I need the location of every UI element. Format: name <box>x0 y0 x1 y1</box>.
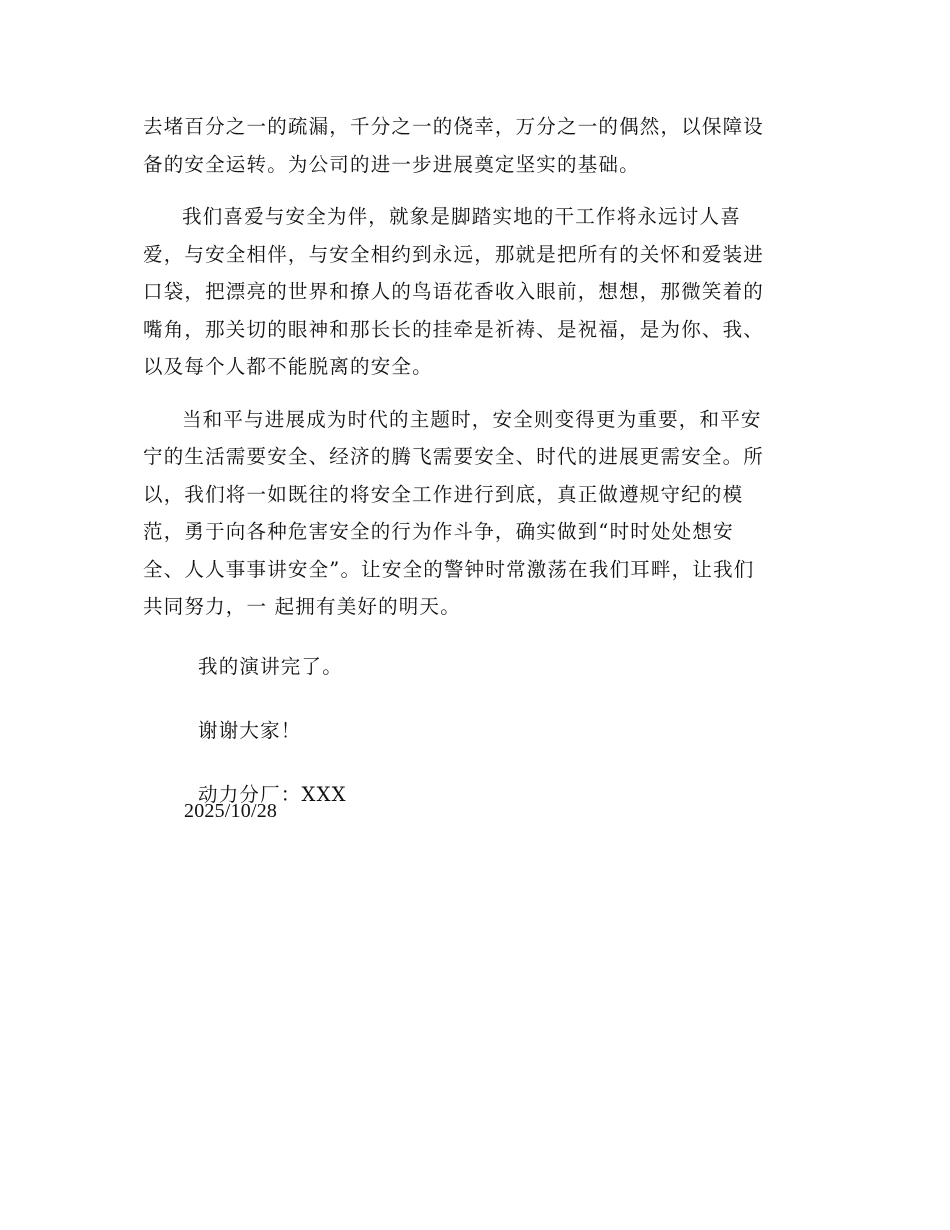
speech-end-line: 我的演讲完了。 <box>198 654 343 678</box>
thanks-line: 谢谢大家！ <box>198 718 302 742</box>
text-line: 当和平与进展成为时代的主题时，安全则变得更为重要，和平安 <box>182 407 762 431</box>
paragraph-safety-companion <box>143 198 808 386</box>
text-line: 备的安全运转。为公司的进一步进展奠定坚实的基础。 <box>143 152 640 176</box>
paragraph-peace-development <box>143 401 808 626</box>
text-line: 口袋，把漂亮的世界和撩人的鸟语花香收入眼前，想想，那微笑着的 <box>143 280 765 303</box>
paragraph-continuation <box>143 108 808 183</box>
text-line: 爱，与安全相伴，与安全相约到永远，那就是把所有的关怀和爱装进 <box>143 242 765 266</box>
text-line: 去堵百分之一的疏漏，千分之一的侥幸，万分之一的偶然，以保障设 <box>143 115 765 138</box>
closing-block <box>143 656 808 806</box>
text-line: 嘴角，那关切的眼神和那长长的挂牵是祈祷、是祝福，是为你、我、 <box>143 317 765 341</box>
text-line: 全、人人事事讲安全”。让安全的警钟时常激荡在我们耳畔，让我们 <box>143 557 755 581</box>
text-line: 以及每个人都不能脱离的安全。 <box>143 355 433 378</box>
speech-date: 2025/10/28 <box>184 800 278 822</box>
text-line: 我们喜爱与安全为伴，就象是脚踏实地的干工作将永远讨人喜 <box>182 205 741 228</box>
speech-body <box>143 108 808 848</box>
text-line: 以，我们将一如既往的将安全工作进行到底，真正做遵规守纪的模 <box>143 482 744 506</box>
text-line: 范，勇于向各种危害安全的行为作斗争，确实做到“时时处处想安 <box>143 520 734 543</box>
signature-line: 动力分厂：XXX <box>198 782 347 806</box>
text-line: 共同努力，一 起拥有美好的明天。 <box>143 595 461 618</box>
text-line: 宁的生活需要安全、经济的腾飞需要安全、时代的进展更需安全。所 <box>143 445 765 468</box>
